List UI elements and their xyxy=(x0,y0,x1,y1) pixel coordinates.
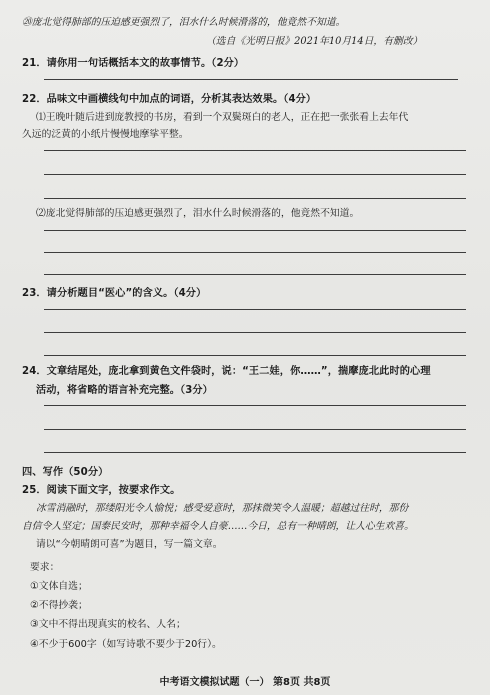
question-22: 22．品味文中画横线句中加点的词语，分析其表达效果。（4分） xyxy=(22,94,317,105)
answer-line xyxy=(44,174,466,175)
requirement-1: ①文体自选； xyxy=(30,581,88,592)
answer-line xyxy=(44,230,466,231)
question-21: 21．请你用一句话概括本文的故事情节。（2分） xyxy=(22,58,245,69)
question-22-item-1-cont: 久远的泛黄的小纸片慢慢地摩挲平整。 xyxy=(22,129,189,140)
answer-line xyxy=(44,79,458,80)
answer-line xyxy=(44,274,466,275)
question-25: 25．阅读下面文字，按要求作文。 xyxy=(22,485,181,496)
section-4-title: 四、写作（50分） xyxy=(22,467,109,478)
question-22-item-1: ⑴王晚叶随后进到庞教授的书房，看到一个双鬓斑白的老人，正在把一张张看上去年代 xyxy=(36,112,409,123)
writing-prompt-passage-cont: 自信令人坚定；国泰民安时，那种幸福令人自豪……今日，总有一种晴朗，让人心生欢喜。 xyxy=(22,521,414,532)
answer-line xyxy=(44,355,466,356)
requirements-title: 要求： xyxy=(30,562,60,573)
requirement-2: ②不得抄袭； xyxy=(30,600,88,611)
question-24: 24．文章结尾处，庞北拿到黄色文件袋时，说：“王二娃，你……”，揣摩庞北此时的心理 xyxy=(22,366,431,377)
writing-instruction: 请以“今朝晴朗可喜”为题目，写一篇文章。 xyxy=(36,539,223,550)
answer-line xyxy=(44,452,466,453)
answer-line xyxy=(44,332,466,333)
answer-line xyxy=(44,150,466,151)
page-footer: 中考语文模拟试题（一） 第8页 共8页 xyxy=(159,677,331,688)
writing-prompt-passage: 冰雪消融时，那缕阳光令人愉悦；感受爱意时，那抹微笑令人温暖；超越过往时，那份 xyxy=(36,503,409,514)
question-24-cont: 活动，将省略的语言补充完整。（3分） xyxy=(36,385,213,396)
answer-line xyxy=(44,429,466,430)
source-note: （选自《光明日报》2021年10月14日，有删改） xyxy=(206,36,423,47)
quoted-sentence: ⑳庞北觉得肺部的压迫感更强烈了，泪水什么时候滑落的，他竟然不知道。 xyxy=(22,17,346,28)
answer-line xyxy=(44,252,466,253)
requirement-3: ③文中不得出现真实的校名、人名； xyxy=(30,619,186,630)
answer-line xyxy=(44,405,466,406)
question-23: 23．请分析题目“医心”的含义。（4分） xyxy=(22,288,207,299)
requirement-4: ④不少于600字（如写诗歌不要少于20行）。 xyxy=(30,639,222,650)
question-22-item-2: ⑵庞北觉得肺部的压迫感更强烈了，泪水什么时候滑落的，他竟然不知道。 xyxy=(36,208,360,219)
answer-line xyxy=(44,309,466,310)
circled-number: ⑳ xyxy=(22,17,32,28)
answer-line xyxy=(44,198,466,199)
